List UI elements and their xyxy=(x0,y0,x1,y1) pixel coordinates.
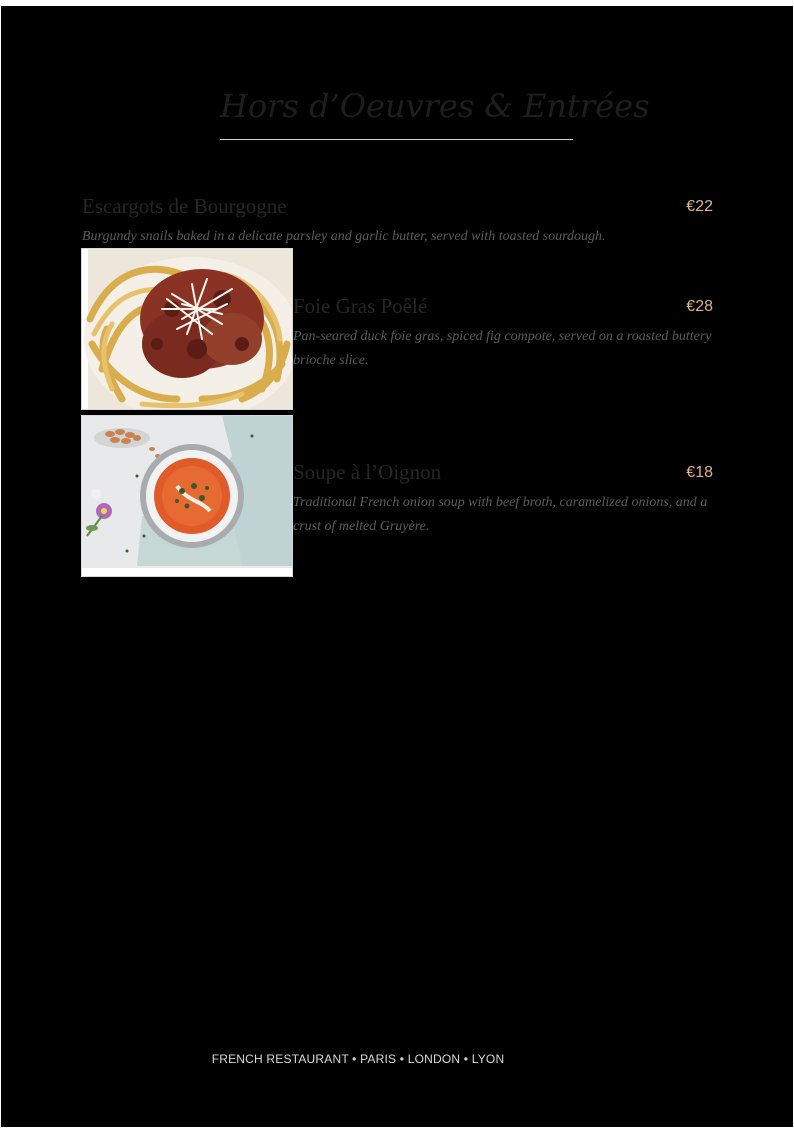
pasta-image xyxy=(82,249,292,409)
dish-photo-soup xyxy=(81,415,293,577)
dish-description-soupe-oignon: Traditional French onion soup with beef broth, caramelized onions, and a crust of melted Gruyère. xyxy=(293,495,708,534)
dish-name-foie-gras: Foie Gras Poêlé xyxy=(293,294,428,318)
dish-price-escargots: €22 xyxy=(686,198,713,215)
dish-price-soupe-oignon: €18 xyxy=(686,464,713,481)
section-title: Hors d’Oeuvres & Entrées xyxy=(220,87,650,125)
dish-photo-pasta xyxy=(81,248,293,410)
dish-name-soupe-oignon: Soupe à l’Oignon xyxy=(293,460,442,484)
soup-image xyxy=(82,416,292,576)
dish-description-escargots: Burgundy snails baked in a delicate parsley and garlic butter, served with toasted sourdough. xyxy=(82,229,606,244)
dish-description-foie-gras: Pan-seared duck foie gras, spiced fig compote, served on a roasted buttery brioche slice. xyxy=(293,329,712,368)
title-divider xyxy=(220,139,573,140)
dish-name-escargots: Escargots de Bourgogne xyxy=(82,194,287,218)
footer-locations: FRENCH RESTAURANT • PARIS • LONDON • LYON xyxy=(211,1052,505,1066)
dish-price-foie-gras: €28 xyxy=(686,298,713,315)
